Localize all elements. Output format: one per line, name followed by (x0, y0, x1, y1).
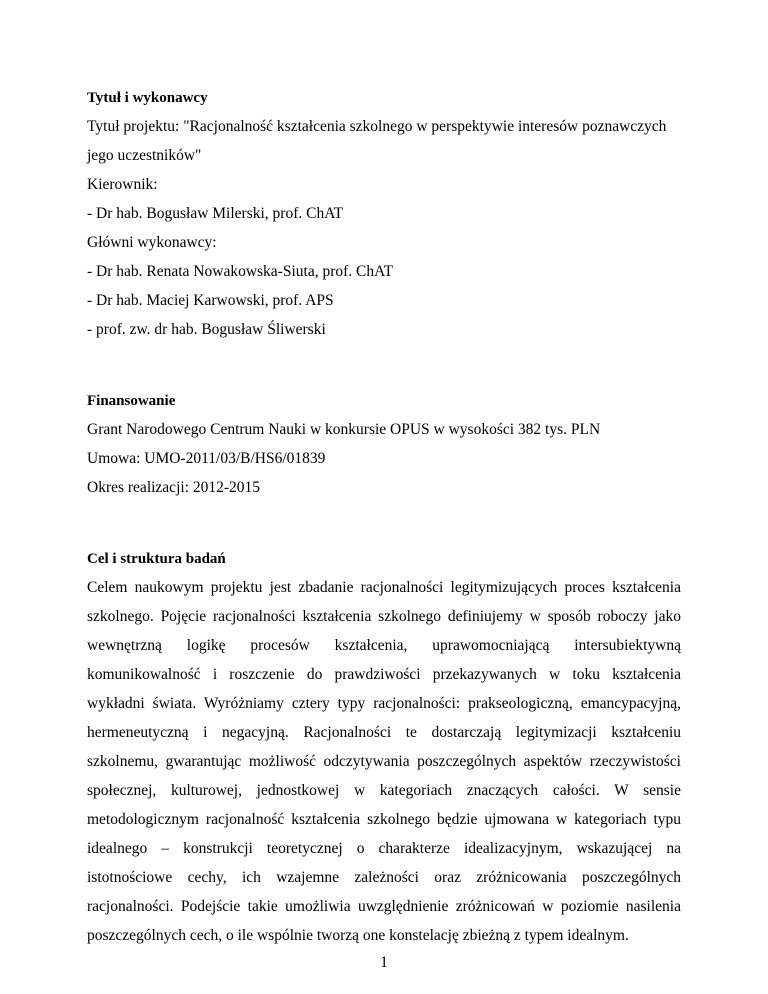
section-heading-funding: Finansowanie (87, 393, 176, 409)
paragraph-line: wykładni świata. Wyróżniamy cztery typy racjonalności: prakseologiczną, emancypacyjną, (87, 695, 681, 712)
leader-label: Kierownik: (87, 176, 158, 193)
paragraph-last-line: poszczególnych cech, o ile wspólnie tworzą one konstelację zbieżną z typem idealnym. (87, 927, 629, 944)
section-heading-goal: Cel i struktura badań (87, 551, 226, 567)
leader-name: - Dr hab. Bogusław Milerski, prof. ChAT (87, 205, 344, 222)
paragraph-line: hermeneutyczną i negacyjną. Racjonalności te dostarczają legitymizacji kształceniu (87, 724, 681, 741)
section-heading-title: Tytuł i wykonawcy (87, 90, 208, 106)
agreement-text: Umowa: UMO-2011/03/B/HS6/01839 (87, 450, 326, 467)
project-title-line-1: Tytuł projektu: "Racjonalność kształcenia szkolnego w perspektywie interesów poznawczych (87, 118, 667, 135)
paragraph-line: metodologicznym racjonalność kształcenia szkolnego będzie ujmowana w kategoriach typu (87, 811, 681, 828)
document-page (87, 0, 681, 994)
paragraph-line: wewnętrzną logikę procesów kształcenia, uprawomocniającą intersubiektywną (87, 637, 681, 654)
project-title-line-2: jego uczestników" (87, 147, 202, 164)
paragraph-line: komunikowalność i roszczenie do prawdziwości przekazywanych w toku kształcenia (87, 666, 681, 683)
paragraph-line: szkolnemu, gwarantując możliwość odczytywania poszczególnych aspektów rzeczywistości (87, 753, 681, 770)
page-number: 1 (380, 954, 388, 971)
contractor-item: - prof. zw. dr hab. Bogusław Śliwerski (87, 321, 326, 338)
contractor-item: - Dr hab. Maciej Karwowski, prof. APS (87, 292, 334, 309)
paragraph-line: szkolnego. Pojęcie racjonalności kształcenia szkolnego definiujemy w sposób roboczy jako (87, 608, 681, 625)
contractor-item: - Dr hab. Renata Nowakowska-Siuta, prof. ChAT (87, 263, 394, 280)
paragraph-line: istotnościowe cechy, ich wzajemne zależności oraz zróżnicowania poszczególnych (87, 869, 681, 886)
paragraph-line: Celem naukowym projektu jest zbadanie racjonalności legitymizujących proces kształcenia (87, 579, 681, 596)
main-contractors-label: Główni wykonawcy: (87, 234, 217, 251)
period-text: Okres realizacji: 2012-2015 (87, 479, 261, 496)
paragraph-line: społecznej, kulturowej, jednostkowej w kategoriach znaczących całości. W sensie (87, 782, 681, 799)
grant-text: Grant Narodowego Centrum Nauki w konkursie OPUS w wysokości 382 tys. PLN (87, 421, 601, 438)
paragraph-line: racjonalności. Podejście takie umożliwia uwzględnienie zróżnicowań w poziomie nasilenia (87, 898, 681, 915)
paragraph-line: idealnego – konstrukcji teoretycznej o charakterze idealizacyjnym, wskazującej na (87, 840, 681, 857)
